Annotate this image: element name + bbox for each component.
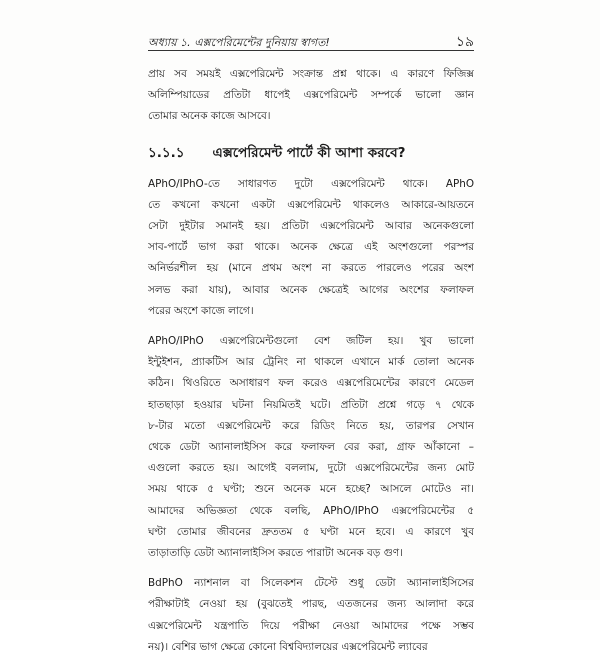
text-line: আমাদের অভিজ্ঞতা থেকে বলছি, APhO/IPhO এক্সপেরিমেন্টের ৫ bbox=[148, 504, 474, 517]
paragraph bbox=[148, 573, 474, 658]
page-number: ১৯ bbox=[455, 34, 474, 50]
text-line: সাব-পার্টে ভাগ করা থাকে। অনেক ক্ষেত্রে এই অংশগুলো পরস্পর bbox=[148, 241, 474, 254]
chapter-label: অধ্যায় ১. bbox=[148, 36, 191, 49]
text-line: অনির্ভরশীল হয় (মানে প্রথম অংশ না করতে পারলেও পরের অংশ bbox=[148, 262, 474, 275]
text-line: ইন্টুইশন, প্র্যাকটিস আর ট্রেনিং না থাকলে এখানে মার্ক তোলা অনেক bbox=[148, 356, 474, 369]
text-line: অলিম্পিয়াডের প্রতিটা ধাপেই এক্সপেরিমেন্ট সম্পর্কে ভালো জ্ঞান bbox=[148, 89, 474, 102]
paragraph-spacing bbox=[148, 322, 474, 331]
page-body bbox=[148, 64, 474, 658]
text-line: পরের অংশে কাজে লাগে। bbox=[148, 304, 254, 317]
text-line: সময় থাকে ৫ ঘণ্টা; শুনে অনেক মনে হচ্ছে? আসলে মোটেও না। bbox=[148, 483, 474, 496]
chapter-title: এক্সপেরিমেন্টের দুনিয়ায় স্বাগত! bbox=[194, 36, 330, 49]
section-number: ১.১.১ bbox=[148, 144, 185, 161]
text-line: তে কখনো কখনো একটা এক্সপেরিমেন্ট থাকলেও আকারে-আয়তনে bbox=[148, 198, 474, 211]
paragraph-spacing bbox=[148, 564, 474, 573]
header-rule bbox=[148, 50, 474, 51]
text-line: APhO/IPhO এক্সপেরিমেন্টগুলো বেশ জটিল হয়। খুব ভালো bbox=[148, 335, 474, 348]
section-title: এক্সপেরিমেন্ট পার্টে কী আশা করবে? bbox=[212, 144, 406, 161]
text-line: ঘণ্টা তোমার জীবনের দ্রুততম ৫ ঘণ্টা মনে হবে। এ কারণে খুব bbox=[148, 525, 474, 538]
text-line: BdPhO ন্যাশনাল বা সিলেকশন টেস্টে শুধু ডেটা অ্যানালাইসিসের bbox=[148, 577, 474, 590]
text-line: পরীক্ষাটাই নেওয়া হয় (বুঝতেই পারছ, এতজনের জন্য আলাদা করে bbox=[148, 598, 474, 611]
text-line: হাতছাড়া হওয়ার ঘটনা নিয়মিতই ঘটে। প্রতিটা প্রশ্নে গড়ে ৭ থেকে bbox=[148, 398, 474, 411]
section-heading bbox=[148, 142, 474, 164]
text-line: সেটা দুইটার সমানই হয়। প্রতিটা এক্সপেরিমেন্ট আবার অনেকগুলো bbox=[148, 220, 474, 233]
text-line: APhO/IPhO-তে সাধারণত দুটো এক্সপেরিমেন্ট থাকে। APhO bbox=[148, 177, 474, 190]
paragraph bbox=[148, 64, 474, 128]
section-paragraph-group bbox=[148, 174, 474, 658]
intro-paragraph-group bbox=[148, 64, 474, 128]
text-line: তোমার অনেক কাজে আসবে। bbox=[148, 110, 271, 123]
text-line: প্রায় সব সময়ই এক্সপেরিমেন্ট সংক্রান্ত প্রশ্ন থাকে। এ কারণে ফিজিক্স bbox=[148, 68, 474, 80]
text-line: ৮-টার মতো এক্সপেরিমেন্ট করে রিডিং নিতে হয়, তারপর সেখান bbox=[148, 419, 474, 432]
text-line: কঠিন। থিওরিতে অসাধারণ ফল করেও এক্সপেরিমেন্টের কারণে মেডেল bbox=[148, 377, 474, 390]
paragraph bbox=[148, 174, 474, 322]
text-line: নয়)। বেশির ভাগ ক্ষেত্রে কোনো বিশ্ববিদ্যালয়ের এক্সপেরিমেন্ট ল্যাবের bbox=[148, 640, 428, 653]
paragraph bbox=[148, 331, 474, 564]
text-line: এগুলো করতে হয়। আগেই বললাম, দুটো এক্সপেরিমেন্টের জন্য মোট bbox=[148, 462, 474, 475]
text-line: সলভ করা যায়), আবার অনেক ক্ষেত্রেই আগের অংশের ফলাফল bbox=[148, 283, 474, 296]
text-line: থেকে ডেটা অ্যানালাইসিস করে ফলাফল বের করা, গ্রাফ আঁকানো – bbox=[148, 441, 474, 454]
text-line: তাড়াতাড়ি ডেটা অ্যানালাইসিস করতে পারাটা অনেক বড় গুণ। bbox=[148, 547, 403, 560]
text-line: এক্সপেরিমেন্ট যন্ত্রপাতি দিয়ে পরীক্ষা নেওয়া আমাদের পক্ষে সম্ভব bbox=[148, 619, 474, 632]
